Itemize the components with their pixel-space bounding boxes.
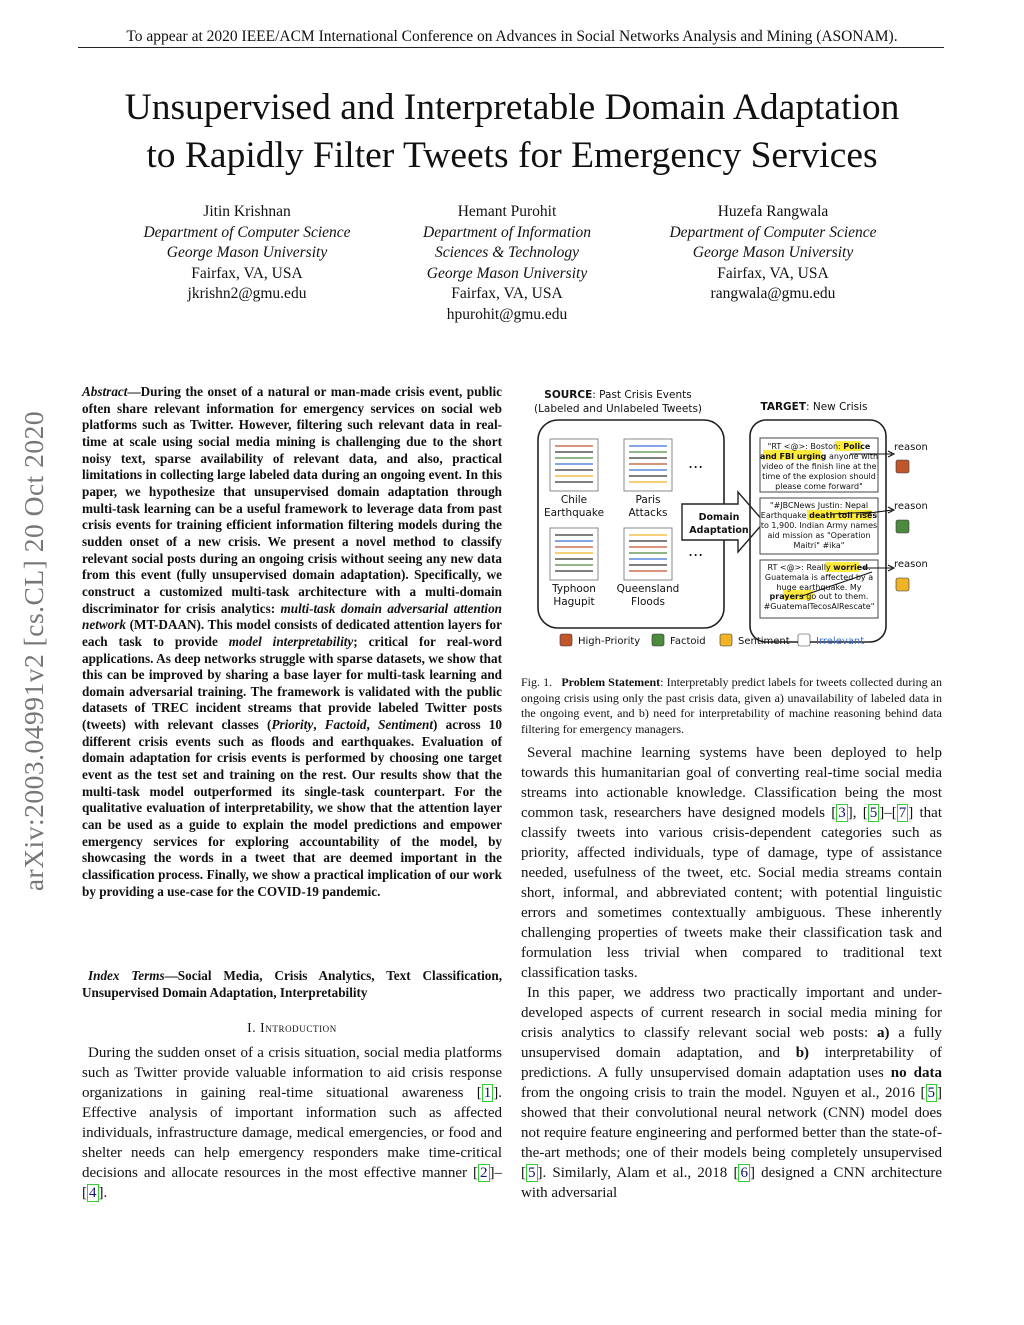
citation-link[interactable]: 4 [89, 1185, 97, 1201]
label-square-priority [896, 460, 909, 473]
author-department: Department of Information [423, 223, 591, 241]
abstract-emph-priority: Priority [271, 717, 314, 733]
citation-link[interactable]: 5 [869, 805, 878, 821]
abstract-sep-2: , [366, 717, 379, 733]
legend-label: Sentiment [738, 636, 790, 647]
event-label: Attacks [628, 507, 668, 519]
event-label: Chile [560, 494, 588, 506]
abstract [82, 384, 502, 900]
abstract-sep-1: , [313, 717, 325, 733]
reason-label: reason [894, 501, 928, 512]
para3-text-6: . Similarly, Alam et al., 2018 [542, 1165, 734, 1181]
svg-text:RT <@>: Really worried.: RT <@>: Really worried. [767, 563, 871, 572]
abstract-text-2: (MT-DAAN). This model consists of dedicated attention layers for each task to provide [82, 617, 502, 649]
para3-text-5: showed that their convolutional neural network (CNN) model does not require feature engineering and performed better than the state-of-the-art methods; one of their models being completely unsupervised [521, 1105, 942, 1161]
tweet-box-2 [760, 498, 878, 554]
arrow-label-line2: Adaptation [689, 525, 749, 536]
event-label: Earthquake [543, 507, 605, 519]
section-number: I. [247, 1020, 261, 1035]
event-label: Queensland [616, 583, 680, 595]
author-university: George Mason University [692, 244, 854, 262]
section-title: Introduction [260, 1020, 337, 1035]
intro-text-1: During the sudden onset of a crisis situation, social media platforms such as Twitter provide valuable information to aid crisis response organizations in gaining real-time situational awareness [82, 1045, 502, 1101]
index-terms-text: —Social Media, Crisis Analytics, Text Classification, Unsupervised Domain Adaptation, Interpretability [82, 968, 503, 1000]
citation-link[interactable]: 3 [838, 805, 846, 821]
author-location: Fairfax, VA, USA [191, 264, 303, 282]
ellipsis: ... [688, 541, 704, 560]
arrow-label-line1: Domain [698, 512, 740, 523]
svg-text:Earthquake death toll rises: Earthquake death toll rises [760, 511, 878, 520]
figure-source-label: SOURCE: Past Crisis Events [544, 389, 692, 401]
abstract-text-3: ; critical for real-word applications. As deep networks struggle with sparse datasets, we show that this can be improved by sharing a base layer for multi-task learning and domain adversarial training. The framework is validated with the public datasets of TREC incident streams that provide labeled Twitter posts (tweets) with relevant classes ( [82, 633, 502, 733]
para3-text-4: from the ongoing crisis to train the model. Nguyen et al., 2016 [521, 1085, 921, 1101]
citation-link[interactable]: 7 [898, 805, 907, 821]
caption-label: Fig. 1. [521, 675, 553, 689]
reason-label: reason [894, 442, 928, 453]
caption-bold: Problem Statement [561, 675, 661, 689]
event-label: Typhoon [552, 583, 596, 595]
legend-swatch-sentiment [720, 634, 732, 646]
para3-text-3: interpretability of predictions. A fully unsupervised domain adaptation uses [521, 1045, 942, 1081]
figure-source-sublabel: (Labeled and Unlabeled Tweets) [533, 403, 703, 415]
svg-text:huge earthquake. My: huge earthquake. My [776, 583, 862, 592]
author-department: Department of Computer Science [143, 223, 351, 241]
abstract-text-1: —During the onset of a natural or man-made crisis event, public often share relevant information for emergency services on social web platforms such as Twitter. However, filtering such relevant data in real-time at scale using social media mining is challenging due to the short noisy text, sparse availability of relevant data, and also, practical limitations in collecting large labeled data during an ongoing event. In this paper, we hypothesize that unsupervised domain adaptation through multi-task learning can be a useful framework to leverage data from past crisis events for training efficient information filtering models during the sudden onset of a new crisis. We present a novel method to classify relevant social posts during an ongoing crisis without seeing any new data from this event (fully unsupervised domain adaptation). Specifically, we construct a customized multi-task architecture with a multi-domain discriminator for crisis analytics: [82, 384, 502, 616]
author-name: Jitin Krishnan [203, 203, 291, 220]
svg-text:Guatemala is affected by a: Guatemala is affected by a [764, 573, 874, 582]
reason-label: reason [894, 559, 928, 570]
svg-text:"RT <@>: Boston: Police: "RT <@>: Boston: Police [767, 442, 871, 451]
figure-target-label: TARGET: New Crisis [760, 401, 868, 413]
citation-link[interactable]: 5 [927, 1085, 935, 1101]
author-department-2: Sciences & Technology [434, 244, 580, 262]
tweet-box-1 [760, 438, 878, 492]
abstract-emph-factoid: Factoid [324, 717, 367, 733]
svg-text:video of the finish line at th: video of the finish line at the [761, 462, 877, 471]
abstract-lead: Abstract [82, 384, 128, 399]
para2-text-2: that classify tweets into various crisis-dependent categories such as priority, affected individuals, type of damage, type of assistance needed, usefulness of the tweet, etc. Social media streams contain short, informal, and abbreviated content; with potential linguistic errors and sometimes contextually ambiguous. These inherently challenging properties of tweets make their classification task and formulation less trivial when compared to traditional text classification tasks. [521, 805, 942, 981]
author-block-2 [382, 202, 632, 326]
caption-text: : Interpretably predict labels for tweets collected during an ongoing crisis using only the past crisis data, given a) unavailability of labeled data in the ongoing event, and b) need for interpretability of machine reasoning behind data filtering for emergency managers. [521, 675, 942, 736]
index-terms [82, 968, 502, 1001]
author-email[interactable]: rangwala@gmu.edu [710, 285, 836, 303]
abstract-emph-1: multi-task domain adversarial attention network [82, 600, 502, 633]
intro-text-2: . Effective analysis of important information such as affected individuals, infrastructure damage, medical emergencies, or food and shelter needs can help emergency responders make time-critical decisions and allocate resources in the most effective manner [82, 1085, 502, 1181]
citation-link[interactable]: 6 [740, 1165, 748, 1181]
title-line-2: to Rapidly Filter Tweets for Emergency Services [146, 135, 878, 176]
svg-text:and FBI urging anyone with: and FBI urging anyone with [759, 452, 879, 461]
author-name: Huzefa Rangwala [717, 203, 829, 220]
svg-text:to 1,900. Indian Army names: to 1,900. Indian Army names [760, 521, 878, 530]
svg-text:prayers go out to them.: prayers go out to them. [769, 592, 869, 601]
para3-text-1: In this paper, we address two practically important and under-developed aspects of current research in social media mining for crisis analytics to classify relevant social web posts: [521, 985, 942, 1041]
author-university: George Mason University [166, 244, 328, 262]
svg-text:#GuatemalTecosAlRescate": #GuatemalTecosAlRescate" [763, 602, 875, 611]
svg-text:aid mission as "Operation: aid mission as "Operation [767, 531, 871, 540]
tweet-box-3 [760, 560, 878, 618]
svg-text:"#JBCNews Justin: Nepal: "#JBCNews Justin: Nepal [769, 501, 869, 510]
legend-label: Factoid [670, 636, 706, 647]
author-department: Department of Computer Science [669, 223, 877, 241]
doc-icon-queensland [624, 528, 672, 580]
legend-label: Irrelevant [816, 636, 865, 647]
legend-swatch-irrelevant [798, 634, 810, 646]
ellipsis: ... [688, 453, 704, 472]
svg-text:Maitri" #ika": Maitri" #ika" [793, 541, 845, 550]
author-email[interactable]: hpurohit@gmu.edu [446, 305, 568, 323]
para3-text-7: designed a CNN architecture with adversarial [521, 1165, 942, 1201]
paper-title [40, 84, 984, 180]
para3-text-2: a fully unsupervised domain adaptation, and [521, 1025, 942, 1061]
label-square-factoid [896, 520, 909, 533]
abstract-emph-sentiment: Sentiment [378, 717, 434, 733]
event-label: Floods [631, 596, 665, 608]
legend-swatch-factoid [652, 634, 664, 646]
venue-note: To appear at 2020 IEEE/ACM International Conference on Advances in Social Networks Analysis and Mining (ASONAM). [126, 28, 898, 45]
legend-swatch-priority [560, 634, 572, 646]
figure-problem-statement [532, 384, 944, 656]
author-location: Fairfax, VA, USA [451, 285, 563, 303]
citation-link[interactable]: 2 [480, 1165, 488, 1181]
title-line-1: Unsupervised and Interpretable Domain Adaptation [124, 87, 900, 128]
header-rule [78, 47, 944, 48]
label-square-sentiment [896, 578, 909, 591]
intro-text-3: . [103, 1185, 108, 1201]
author-block-3 [648, 202, 898, 305]
doc-icon-paris [624, 439, 672, 491]
citation-link[interactable]: 1 [483, 1085, 492, 1101]
author-name: Hemant Purohit [457, 203, 557, 220]
event-label: Paris [635, 494, 661, 506]
event-label: Hagupit [553, 596, 595, 608]
index-terms-lead: Index Terms [88, 968, 165, 983]
section-heading-introduction [82, 1020, 502, 1036]
abstract-emph-2: model interpretability [228, 633, 354, 649]
abstract-text-4: ) across 10 different crisis events such as floods and earthquakes. Evaluation of domain adaptation for crisis events is performed by choosing one target event as the test set and training on the rest. Our results show that the multi-task model outperformed its single-task counterpart. For the qualitative evaluation of interpretability, we show that the attention layer can be used as a guide to explain the model predictions and empower emergency services for exploring accountability of the model, by showcasing the words in a tweet that are deemed important in the classification process. Finally, we show a practical implication of our work by providing a use-case for the COVID-19 pandemic. [82, 717, 503, 899]
legend-label: High-Priority [578, 636, 641, 647]
arxiv-stamp-text: arXiv:2003.04991v2 [cs.CL] 20 Oct 2020 [18, 410, 49, 892]
para3-bold-b: b) [795, 1045, 810, 1061]
figure-caption [521, 675, 942, 737]
doc-icon-chile [550, 439, 598, 491]
author-location: Fairfax, VA, USA [717, 264, 829, 282]
author-email[interactable]: jkrishn2@gmu.edu [187, 285, 307, 303]
paragraph-2: Several machine learning systems have been deployed to help towards this humanitarian goal of converting real-time social media streams into actionable knowledge. Classification being the most common task, researchers have designed models [ 3 ], [ 5 ]–[ 7 ] that classify tweets into various crisis-dependent categories such as priority, affected individuals, type of damage, type of assistance needed, usefulness of the tweet, etc. Social media streams contain short, informal, and abbreviated content; with potential linguistic errors and sometimes contextually ambiguous. These inherently challenging properties of tweets make their classification task and formulation less trivial when compared to traditional text classification tasks. [521, 745, 942, 981]
svg-text:time of the explosion should: time of the explosion should [762, 472, 876, 481]
intro-paragraph: During the sudden onset of a crisis situation, social media platforms such as Twitter provide valuable information to aid crisis response organizations in gaining real-time situational awareness [ 1 ]. Effective analysis of important information such as affected individuals, infrastructure damage, medical emergencies, or food and shelter needs can help emergency responders make time-critical decisions and allocate resources in the most effective manner [ 2 ]–[ 4 ]. [82, 1045, 502, 1201]
paragraph-3: In this paper, we address two practically important and under-developed aspects of current research in social media mining for crisis analytics to classify relevant social web posts: a) a fully unsupervised domain adaptation, and b) interpretability of predictions. A fully unsupervised domain adaptation uses no data from the ongoing crisis to train the model. Nguyen et al., 2016 [ 5 ] showed that their convolutional neural network (CNN) model does not require feature engineering and performed better than the state-of-the-art methods; one of their models being completely unsupervised [ 5 ]. Similarly, Alam et al., 2018 [ 6 ] designed a CNN architecture with adversarial [521, 985, 942, 1201]
svg-text:please come forward": please come forward" [775, 482, 863, 491]
para3-bold-nodata: no data [890, 1065, 942, 1081]
author-block-1 [122, 202, 372, 305]
para2-text-1: Several machine learning systems have been deployed to help towards this humanitarian goal of converting real-time social media streams into actionable knowledge. Classification being the most common task, researchers have designed models [521, 745, 942, 821]
citation-sep: , [852, 805, 863, 821]
para3-bold-a: a) [876, 1025, 890, 1041]
arxiv-stamp [4, 357, 64, 945]
doc-icon-typhoon [550, 528, 598, 580]
citation-link[interactable]: 5 [528, 1165, 536, 1181]
citation-dash: – [494, 1165, 502, 1181]
citation-dash: – [884, 805, 892, 821]
author-university: George Mason University [426, 264, 588, 282]
